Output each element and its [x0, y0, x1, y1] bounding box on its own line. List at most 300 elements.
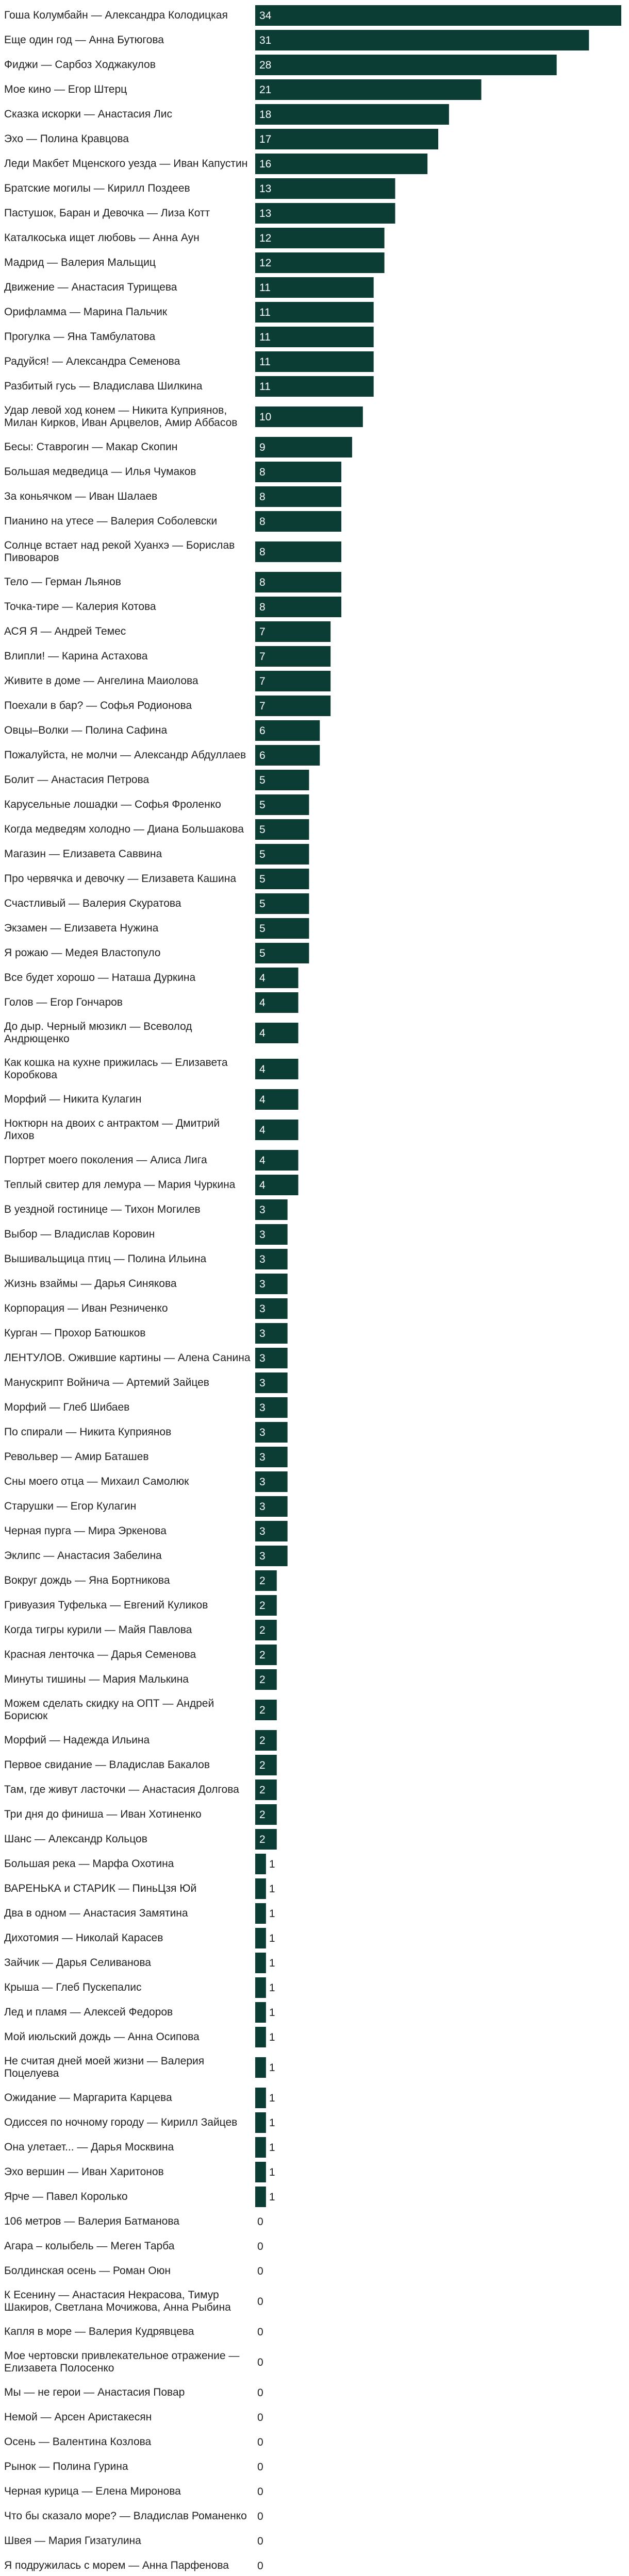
bar-row [4, 1854, 275, 1874]
bar-row [4, 252, 385, 273]
value-label: 4 [259, 1027, 266, 1039]
value-label: 0 [257, 2387, 263, 2399]
bar-row [4, 511, 341, 532]
value-label: 5 [259, 849, 266, 860]
category-label: Когда медведям холодно — Диана Большакова [4, 823, 244, 835]
value-label: 2 [259, 1735, 266, 1747]
bar[interactable] [255, 462, 341, 482]
category-label: Красная ленточка — Дарья Семенова [4, 1649, 196, 1660]
category-label: Влипли! — Карина Астахова [4, 650, 148, 662]
category-label: Минуты тишины — Мария Малькина [4, 1673, 189, 1685]
category-label: Братские могилы — Кирилл Поздеев [4, 182, 190, 194]
bar-row [4, 1323, 288, 1344]
bar-row [4, 1224, 288, 1245]
bar-row [4, 2002, 275, 2023]
bar-row [4, 1755, 277, 1775]
category-label: Еще один год — Анна Бутюгова [4, 34, 164, 46]
bar-row [4, 2386, 263, 2399]
bar-row [4, 844, 309, 865]
category-label: АСЯ Я — Андрей Темес [4, 625, 126, 637]
category-label: Прогулка — Яна Тамбулатова [4, 331, 156, 343]
value-label: 3 [259, 1451, 266, 1463]
category-label: К Есенину — Анастасия Некрасова, Тимур Шакиров, Светлана Мочижова, Анна Рыбина [4, 2289, 231, 2313]
category-label: Вышивальщица птиц — Полина Ильина [4, 1253, 207, 1265]
value-label: 3 [259, 1427, 266, 1438]
value-label: 34 [259, 10, 272, 22]
bar-row [4, 2560, 263, 2572]
category-label: Жизнь взаймы — Дарья Синякова [4, 1278, 177, 1290]
bar[interactable] [255, 277, 374, 298]
value-label: 11 [259, 307, 271, 318]
bar-row [4, 1878, 275, 1899]
category-label: Лед и пламя — Алексей Федоров [4, 2006, 173, 2018]
category-label: За коньячком — Иван Шалаев [4, 490, 158, 502]
bar-row [4, 1804, 277, 1825]
category-label: Магазин — Елизавета Саввина [4, 848, 162, 860]
bar[interactable] [255, 1595, 277, 1616]
category-label: Мы — не герои — Анастасия Повар [4, 2386, 185, 2398]
bar-row [4, 1298, 288, 1319]
category-label: Гоша Колумбайн — Александра Колодицкая [4, 9, 228, 21]
bar-row [4, 2265, 263, 2277]
bar-row [4, 30, 589, 50]
category-label: Фиджи — Сарбоз Ходжакулов [4, 59, 156, 71]
bar-row [4, 1348, 288, 1368]
bar[interactable] [255, 104, 449, 125]
bar[interactable] [255, 572, 341, 592]
bar[interactable] [255, 1645, 277, 1665]
value-label: 31 [259, 35, 272, 46]
bar-row [4, 486, 341, 507]
bar[interactable] [255, 178, 395, 199]
bar[interactable] [255, 1903, 266, 1924]
bar-row [4, 1397, 288, 1418]
bar-row [4, 1021, 299, 1045]
category-label: По спирали — Никита Куприянов [4, 1426, 172, 1438]
category-label: Радуйся! — Александра Семенова [4, 355, 180, 367]
value-label: 4 [259, 1124, 266, 1136]
category-label: Овцы–Волки — Полина Сафина [4, 724, 168, 736]
value-label: 8 [259, 466, 266, 478]
category-label: Удар левой ход конем — Никита Куприянов, Милан Кирков, Иван Арцвелов, Амир Аббасов [4, 404, 238, 429]
category-label: Сказка искорки — Анастасия Лис [4, 108, 172, 120]
category-label: Теплый свитер для лемура — Мария Чуркина [4, 1179, 236, 1191]
bar-row [4, 1780, 277, 1800]
category-label: Поехали в бар? — Софья Родионова [4, 700, 192, 711]
category-label: Движение — Анастасия Турищева [4, 281, 177, 293]
value-label: 1 [269, 2117, 275, 2129]
value-label: 5 [259, 923, 266, 935]
bar-row [4, 302, 374, 323]
bar[interactable] [255, 486, 341, 507]
bar-row [4, 770, 309, 790]
bar-row [4, 351, 374, 372]
bar-row [4, 2485, 263, 2498]
value-label: 2 [259, 1624, 266, 1636]
category-label: Пианино на утесе — Валерия Соболевски [4, 515, 218, 527]
bar[interactable] [255, 302, 374, 323]
bar[interactable] [255, 1878, 266, 1899]
bar[interactable] [255, 1669, 277, 1690]
bar[interactable] [255, 30, 589, 50]
category-label: Когда тигры курили — Майя Павлова [4, 1624, 192, 1636]
bar-row [4, 1274, 288, 1294]
category-label: Морфий — Надежда Ильина [4, 1734, 150, 1746]
value-label: 9 [259, 442, 266, 453]
value-label: 5 [259, 898, 266, 910]
bar-row [4, 437, 352, 457]
bar[interactable] [255, 55, 557, 75]
category-label: Орифламма — Марина Пальчик [4, 306, 168, 318]
value-label: 1 [269, 2007, 275, 2019]
value-label: 5 [259, 799, 266, 811]
category-label: Я подружилась с морем — Анна Парфенова [4, 2560, 229, 2571]
bar[interactable] [255, 2002, 266, 2023]
value-label: 3 [259, 1303, 266, 1315]
category-label: Осень — Валентина Козлова [4, 2436, 152, 2448]
category-label: Три дня до финиша — Иван Хотиненко [4, 1808, 202, 1820]
bar-row [4, 2326, 263, 2338]
category-label: Я рожаю — Медея Властопуло [4, 947, 161, 959]
bar-row [4, 2461, 263, 2473]
bar[interactable] [255, 228, 385, 248]
bar-row [4, 1372, 288, 1393]
value-label: 11 [259, 356, 271, 368]
value-label: 28 [259, 59, 272, 71]
bar-row [4, 79, 482, 100]
category-label: Черная пурга — Мира Эркенова [4, 1525, 167, 1537]
bar-row [4, 1698, 277, 1722]
category-label: Старушки — Егор Кулагин [4, 1500, 137, 1512]
value-label: 6 [259, 750, 266, 761]
value-label: 1 [269, 1933, 275, 1944]
bar[interactable] [255, 129, 438, 149]
value-label: 2 [259, 1600, 266, 1612]
category-label: Портрет моего поколения — Алиса Лига [4, 1154, 207, 1166]
bar-row [4, 2187, 275, 2207]
bar[interactable] [255, 376, 374, 397]
category-label: Там, где живут ласточки — Анастасия Долгова [4, 1784, 239, 1795]
bar-row [4, 327, 374, 347]
category-label: Корпорация — Иван Резниченко [4, 1302, 168, 1314]
bar[interactable] [255, 252, 385, 273]
bar[interactable] [255, 671, 330, 691]
bar[interactable] [255, 2112, 266, 2133]
value-label: 2 [259, 1649, 266, 1661]
value-label: 1 [269, 1858, 275, 1870]
category-label: Швея — Мария Гизатулина [4, 2535, 141, 2547]
bar-row [4, 178, 395, 199]
bar-row [4, 539, 341, 564]
bar-row [4, 1089, 299, 1110]
bar-row [4, 2240, 263, 2252]
value-label: 8 [259, 546, 266, 558]
value-label: 8 [259, 491, 266, 503]
bar[interactable] [255, 1804, 277, 1825]
category-label: Немой — Арсен Аристакесян [4, 2411, 152, 2423]
category-label: 106 метров — Валерия Батманова [4, 2215, 179, 2227]
bar[interactable] [255, 2057, 266, 2078]
value-label: 0 [257, 2511, 263, 2522]
bar-row [4, 1620, 277, 1640]
bar[interactable] [255, 511, 341, 532]
category-label: Два в одном — Анастасия Замятина [4, 1907, 188, 1919]
value-label: 3 [259, 1278, 266, 1290]
category-label: Эклипс — Анастасия Забелина [4, 1550, 162, 1562]
bar[interactable] [255, 437, 352, 457]
bar[interactable] [255, 79, 482, 100]
category-label: Сны моего отца — Михаил Самолюк [4, 1476, 189, 1487]
value-label: 7 [259, 700, 266, 712]
bar-row [4, 2055, 275, 2079]
bar[interactable] [255, 1829, 277, 1850]
category-label: Вокруг дождь — Яна Бортникова [4, 1574, 170, 1586]
value-label: 0 [257, 2486, 263, 2498]
bar-row [4, 794, 309, 815]
bar[interactable] [255, 327, 374, 347]
bar-row [4, 819, 309, 840]
category-label: Револьвер — Амир Баташев [4, 1451, 149, 1463]
value-label: 10 [259, 411, 272, 423]
value-label: 1 [269, 2142, 275, 2154]
value-label: 4 [259, 1155, 266, 1166]
category-label: Эхо — Полина Кравцова [4, 133, 129, 145]
category-label: Счастливый — Валерия Скуратова [4, 897, 181, 909]
value-label: 5 [259, 947, 266, 959]
value-label: 8 [259, 601, 266, 613]
bar[interactable] [255, 5, 621, 26]
bar-row [4, 2436, 263, 2448]
bar[interactable] [255, 646, 330, 667]
value-label: 16 [259, 158, 272, 170]
category-label: Точка-тире — Калерия Котова [4, 601, 156, 613]
category-label: Леди Макбет Мценского уезда — Иван Капустин [4, 158, 248, 170]
category-label: Голов — Егор Гончаров [4, 996, 123, 1008]
value-label: 0 [257, 2535, 263, 2547]
value-label: 1 [269, 1908, 275, 1920]
value-label: 4 [259, 1179, 266, 1191]
bar-row [4, 1645, 277, 1665]
bar[interactable] [255, 621, 330, 642]
bar[interactable] [255, 2162, 266, 2182]
bar-row [4, 2411, 263, 2424]
bar[interactable] [255, 1700, 277, 1720]
category-label: До дыр. Черный мюзикл — Всеволод Андрющенко [4, 1021, 192, 1045]
bar-row [4, 2137, 275, 2158]
bar-row [4, 1928, 275, 1948]
category-label: Она улетает... — Дарья Москвина [4, 2141, 174, 2153]
bar-row [4, 869, 309, 889]
value-label: 0 [257, 2357, 263, 2368]
value-label: 11 [259, 381, 271, 393]
value-label: 8 [259, 577, 266, 588]
category-label: Агара – колыбель — Меген Тарба [4, 2240, 175, 2252]
bar-row [4, 2510, 263, 2522]
bar-row [4, 154, 427, 174]
bar-row [4, 203, 395, 224]
bar-row [4, 404, 363, 429]
value-label: 2 [259, 1575, 266, 1587]
category-label: Пастушок, Баран и Девочка — Лиза Котт [4, 207, 210, 219]
bar[interactable] [255, 541, 341, 562]
value-label: 0 [257, 2326, 263, 2338]
category-label: Выбор — Владислав Коровин [4, 1228, 155, 1240]
bar-row [4, 2215, 263, 2228]
category-label: Рынок — Полина Гурина [4, 2461, 128, 2472]
category-label: Тело — Герман Льянов [4, 576, 121, 588]
category-label: Разбитый гусь — Владислава Шилкина [4, 380, 203, 392]
bar-row [4, 1150, 299, 1171]
bar-row [4, 943, 309, 963]
bar-row [4, 992, 299, 1013]
value-label: 12 [259, 232, 272, 244]
bar[interactable] [255, 597, 341, 617]
value-label: 7 [259, 675, 266, 687]
value-label: 1 [269, 2062, 275, 2074]
category-label: Мадрид — Валерия Мальщиц [4, 257, 156, 268]
category-label: Большая река — Марфа Охотина [4, 1858, 174, 1870]
bar-row [4, 1903, 275, 1924]
category-label: Пожалуйста, не молчи — Александр Абдуллаев [4, 749, 246, 761]
category-label: Про червячка и девочку — Елизавета Кашина [4, 873, 237, 885]
value-label: 0 [257, 2296, 263, 2308]
category-label: Болит — Анастасия Петрова [4, 774, 150, 786]
category-label: В уездной гостинице — Тихон Могилев [4, 1204, 201, 1215]
bar[interactable] [255, 2187, 266, 2207]
bar-row [4, 1496, 288, 1517]
bar-row [4, 5, 621, 26]
bar-row [4, 1199, 288, 1220]
bar[interactable] [255, 1928, 266, 1948]
bar-row [4, 2112, 275, 2133]
bar[interactable] [255, 2027, 266, 2047]
value-label: 3 [259, 1204, 266, 1216]
category-label: Эхо вершин — Иван Харитонов [4, 2166, 164, 2178]
bar[interactable] [255, 1953, 266, 1973]
bar-row [4, 2162, 275, 2182]
value-label: 11 [259, 331, 271, 343]
value-label: 1 [269, 2191, 275, 2203]
bar-row [4, 646, 330, 667]
bar[interactable] [255, 154, 427, 174]
category-label: Черная курица — Елена Миронова [4, 2485, 181, 2497]
category-label: Большая медведица — Илья Чумаков [4, 466, 196, 478]
category-label: Капля в море — Валерия Кудрявцева [4, 2326, 194, 2337]
category-label: Солнце встает над рекой Хуанхэ — Борислав Пивоваров [4, 539, 235, 564]
bar-row [4, 1057, 299, 1081]
bar-row [4, 55, 557, 75]
value-label: 4 [259, 1094, 266, 1106]
category-label: Шанс — Александр Кольцов [4, 1833, 147, 1845]
value-label: 8 [259, 516, 266, 528]
value-label: 13 [259, 183, 272, 195]
bar-row [4, 1471, 288, 1492]
bar-row [4, 1422, 288, 1443]
bar-row [4, 129, 438, 149]
bar-row [4, 1447, 288, 1467]
category-label: Карусельные лошадки — Софья Фроленко [4, 799, 221, 810]
bar-row [4, 228, 385, 248]
bar-row [4, 1730, 277, 1751]
bar[interactable] [255, 1730, 277, 1751]
category-label: Каталкоська ищет любовь — Анна Аун [4, 232, 200, 244]
category-label: Крыша — Глеб Пускепалис [4, 1981, 142, 1993]
bar[interactable] [255, 203, 395, 224]
bar-row [4, 277, 374, 298]
bar-row [4, 1249, 288, 1269]
category-label: Одиссея по ночному городу — Кирилл Зайцев [4, 2116, 238, 2128]
bar[interactable] [255, 2137, 266, 2158]
category-label: Морфий — Глеб Шибаев [4, 1401, 130, 1413]
value-label: 1 [269, 2031, 275, 2043]
bar-row [4, 376, 374, 397]
value-label: 4 [259, 972, 266, 984]
category-label: Мой июльский дождь — Анна Осипова [4, 2031, 200, 2043]
category-label: ВАРЕНЬКА и СТАРИК — ПиньЦзя Юй [4, 1883, 197, 1894]
bar[interactable] [255, 1755, 277, 1775]
value-label: 7 [259, 626, 266, 638]
bar-row [4, 1521, 288, 1541]
bar[interactable] [255, 351, 374, 372]
bar-row [4, 462, 341, 482]
bar[interactable] [255, 2088, 266, 2108]
bar-row [4, 104, 449, 125]
value-label: 0 [257, 2461, 263, 2473]
value-label: 1 [269, 1982, 275, 1994]
value-label: 3 [259, 1253, 266, 1265]
value-label: 5 [259, 774, 266, 786]
bar[interactable] [255, 1570, 277, 1591]
bar-row [4, 2350, 263, 2374]
value-label: 7 [259, 651, 266, 663]
bar-row [4, 918, 309, 939]
bar[interactable] [255, 1620, 277, 1640]
value-label: 1 [269, 1957, 275, 1969]
category-label: Можем сделать скидку на ОПТ — Андрей Борисюк [4, 1698, 214, 1722]
category-label: Бесы: Ставрогин — Макар Скопин [4, 441, 178, 453]
bar-row [4, 621, 330, 642]
value-label: 2 [259, 1704, 266, 1716]
category-label: Мое кино — Егор Штерц [4, 83, 127, 95]
category-label: Дихотомия — Николай Карасев [4, 1932, 163, 1944]
bar-row [4, 1175, 299, 1195]
value-label: 0 [257, 2560, 263, 2572]
bar[interactable] [255, 1854, 266, 1874]
bar-row [4, 2027, 275, 2047]
bar-row [4, 1570, 277, 1591]
category-label: Морфий — Никита Кулагин [4, 1093, 142, 1105]
value-label: 11 [259, 282, 271, 294]
category-label: Гривуазия Туфелька — Евгений Куликов [4, 1599, 208, 1611]
category-label: Мое чертовски привлекательное отражение — Елизавета Полосенко [4, 2350, 240, 2374]
value-label: 6 [259, 725, 266, 737]
value-label: 3 [259, 1526, 266, 1537]
bar-row [4, 2289, 263, 2313]
bar-row [4, 1829, 277, 1850]
bar[interactable] [255, 696, 330, 716]
value-label: 0 [257, 2216, 263, 2228]
category-label: ЛЕНТУЛОВ. Ожившие картины — Алена Санина [4, 1352, 251, 1364]
category-label: Ноктюрн на двоих с антрактом — Дмитрий Лихов [4, 1117, 220, 1142]
value-label: 2 [259, 1784, 266, 1796]
bar[interactable] [255, 1780, 277, 1800]
value-label: 2 [259, 1809, 266, 1821]
value-label: 1 [269, 1883, 275, 1895]
bar-row [4, 968, 299, 988]
bar[interactable] [255, 1977, 266, 1998]
value-label: 0 [257, 2265, 263, 2277]
value-label: 3 [259, 1352, 266, 1364]
